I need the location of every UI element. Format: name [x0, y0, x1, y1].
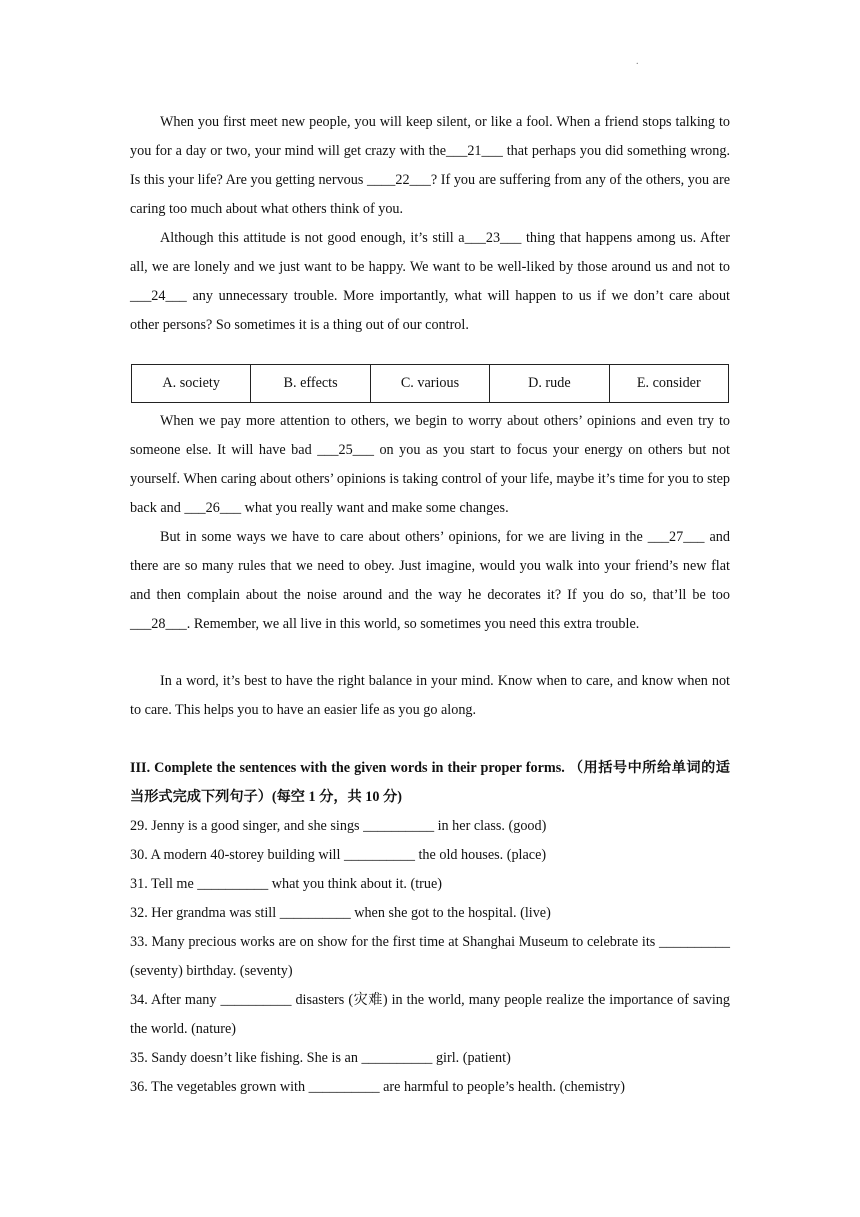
question-35: 35. Sandy doesn’t like fishing. She is an __________ girl. (patient) — [130, 1050, 511, 1066]
question-32: 32. Her grandma was still __________ when she got to the hospital. (live) — [130, 905, 551, 921]
paragraph-text: When we pay more attention to others, we begin to worry about others’ opinions and even try to someone else. It will have bad ___25___ on you as you start to focus your energy on others but not yourself. When caring about others’ opinions is taking control of your life, maybe it’s time for you to step back and ___26___ what you really want and make some changes. — [130, 413, 730, 516]
passage-paragraph-3 — [130, 407, 730, 523]
section-3 — [130, 754, 730, 1102]
option-d: D. rude — [490, 365, 609, 403]
option-e: E. consider — [609, 365, 728, 403]
paragraph-text: When you first meet new people, you will keep silent, or like a fool. When a friend stops talking to you for a day or two, your mind will get crazy with the___21___ that perhaps you did something wrong. Is this your life? Are you getting nervous ____22___? If you are suffering from any of the others, you are caring too much about what others think of you. — [130, 114, 730, 217]
question-29: 29. Jenny is a good singer, and she sings __________ in her class. (good) — [130, 818, 547, 834]
header-mark: . — [636, 56, 639, 67]
question-31: 31. Tell me __________ what you think about it. (true) — [130, 876, 443, 892]
question-34: 34. After many __________ disasters (灾难) in the world, many people realize the importance of saving the world. (nature) — [130, 992, 730, 1037]
option-a: A. society — [132, 365, 251, 403]
paragraph-text: In a word, it’s best to have the right balance in your mind. Know when to care, and know when not to care. This helps you to have an easier life as you go along. — [130, 673, 730, 718]
passage-paragraph-5 — [130, 667, 730, 725]
section-3-title: III. Complete the sentences with the given words in their proper forms. （用括号中所给单词的适当形式完成下列句子）(每空 1 分，共 10 分) — [130, 760, 730, 805]
question-30: 30. A modern 40-storey building will __________ the old houses. (place) — [130, 847, 547, 863]
question-36: 36. The vegetables grown with __________ are harmful to people’s health. (chemistry) — [130, 1079, 625, 1095]
word-options-table — [131, 364, 729, 403]
passage-paragraph-4 — [130, 523, 730, 639]
question-33: 33. Many precious works are on show for the first time at Shanghai Museum to celebrate its __________ (seventy) birthday. (seventy) — [130, 934, 730, 979]
option-b: B. effects — [251, 365, 370, 403]
paragraph-text: But in some ways we have to care about others’ opinions, for we are living in the ___27___ and there are so many rules that we need to obey. Just imagine, would you walk into your friend’s new flat and then complain about the noise around and the way he decorates it? If you do so, that’ll be too ___28___. Remember, we all live in this world, so sometimes you need this extra trouble. — [130, 529, 730, 632]
options-row — [132, 365, 729, 403]
passage-paragraph-2 — [130, 224, 730, 340]
option-c: C. various — [370, 365, 489, 403]
paragraph-text: Although this attitude is not good enough, it’s still a___23___ thing that happens among us. After all, we are lonely and we just want to be happy. We want to be well-liked by those around us and not to ___24___ any unnecessary trouble. More importantly, what will happen to us if we don’t care about other persons? So sometimes it is a thing out of our control. — [130, 230, 730, 333]
passage-paragraph-1 — [130, 108, 730, 224]
